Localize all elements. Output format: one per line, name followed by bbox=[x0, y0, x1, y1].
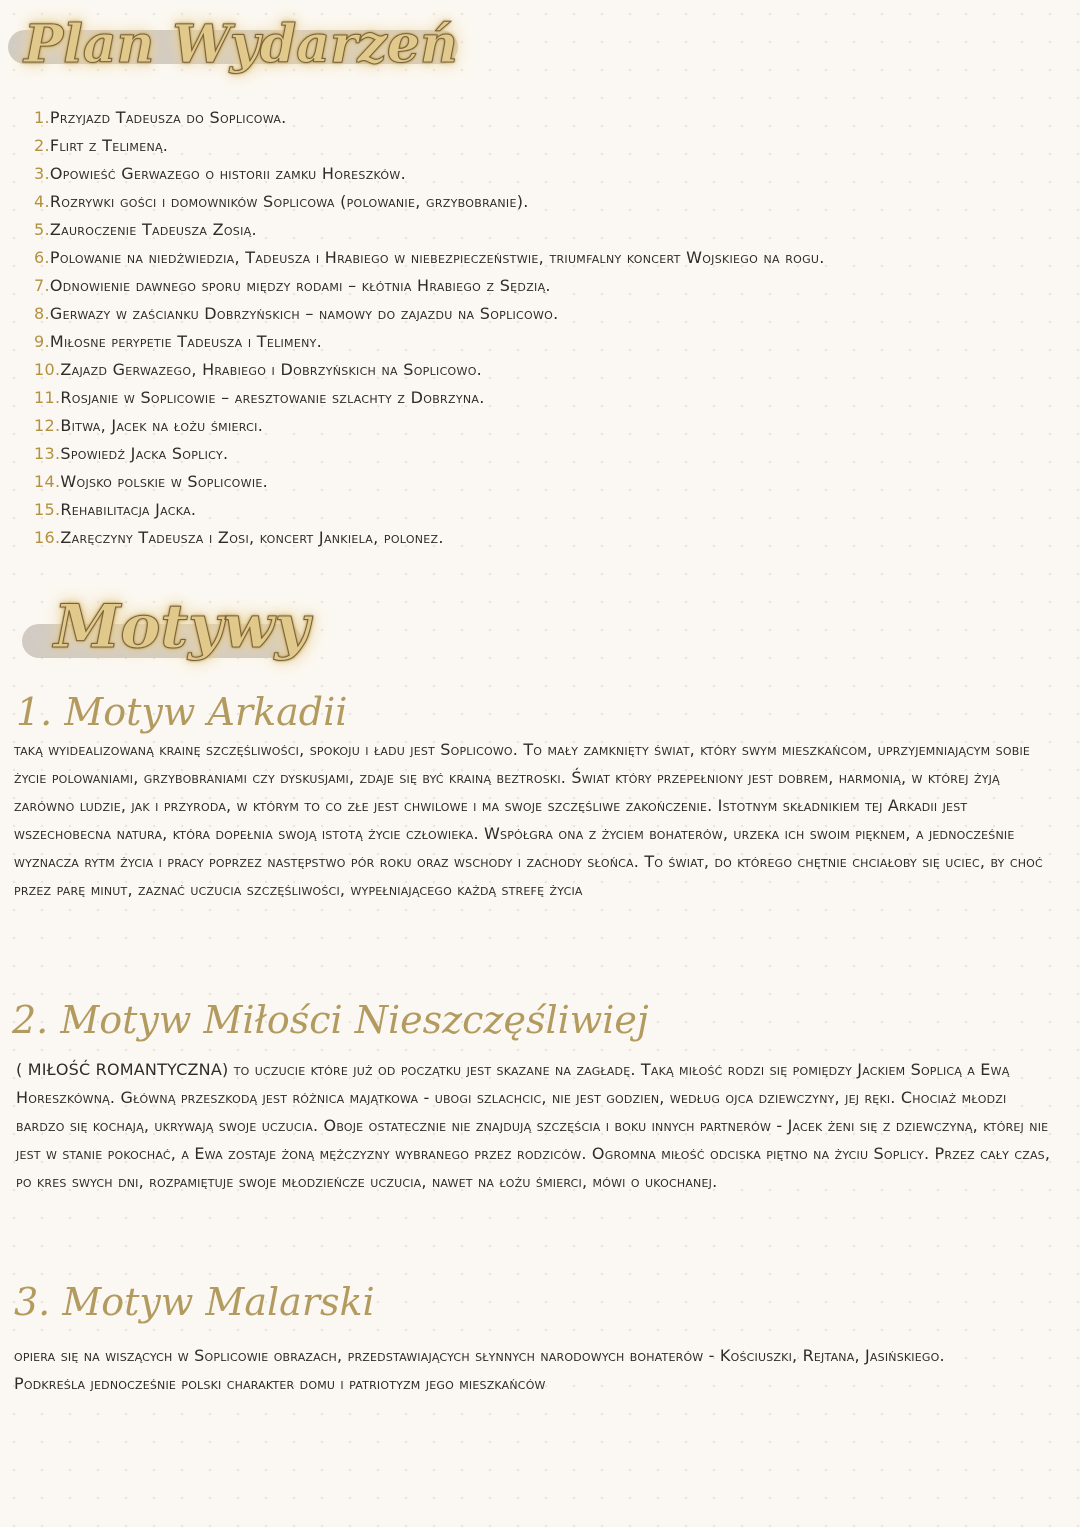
list-item bbox=[34, 440, 1044, 468]
list-item bbox=[34, 384, 1044, 412]
list-number: 15. bbox=[34, 500, 61, 519]
list-number: 11. bbox=[34, 388, 61, 407]
list-text: Spowiedź Jacka Soplicy. bbox=[60, 444, 229, 463]
list-item bbox=[34, 160, 1044, 188]
list-number: 7. bbox=[34, 276, 50, 295]
list-number: 10. bbox=[34, 360, 61, 379]
list-item bbox=[34, 412, 1044, 440]
list-item bbox=[34, 496, 1044, 524]
motif-title-arkadia: 1. Motyw Arkadii bbox=[16, 690, 348, 734]
list-number: 2. bbox=[34, 136, 50, 155]
list-text: Polowanie na niedźwiedzia, Tadeusza i Hrabiego w niebezpieczeństwie, triumfalny koncert Wojskiego na rogu. bbox=[49, 248, 825, 267]
list-text: Opowieść Gerwazego o historii zamku Horeszków. bbox=[49, 164, 406, 183]
list-item bbox=[34, 244, 1044, 272]
list-text: Przyjazd Tadeusza do Soplicowa. bbox=[49, 108, 287, 127]
list-text: Rehabilitacja Jacka. bbox=[60, 500, 197, 519]
motif-title-malarski: 3. Motyw Malarski bbox=[14, 1280, 375, 1324]
list-number: 14. bbox=[34, 472, 61, 491]
motif-title-milosc: 2. Motyw Miłości Nieszczęśliwiej bbox=[12, 998, 649, 1042]
list-number: 6. bbox=[34, 248, 50, 267]
motifs-heading-text: Motywy bbox=[54, 592, 310, 662]
list-item bbox=[34, 272, 1044, 300]
list-number: 9. bbox=[34, 332, 50, 351]
list-item bbox=[34, 104, 1044, 132]
list-item bbox=[34, 524, 1044, 552]
list-text: Bitwa, Jacek na łożu śmierci. bbox=[60, 416, 264, 435]
list-number: 1. bbox=[34, 108, 50, 127]
plan-list bbox=[34, 104, 1044, 557]
list-text: Wojsko polskie w Soplicowie. bbox=[60, 472, 268, 491]
list-number: 4. bbox=[34, 192, 50, 211]
list-number: 5. bbox=[34, 220, 50, 239]
list-item bbox=[34, 468, 1044, 496]
list-item bbox=[34, 328, 1044, 356]
list-text: Zajazd Gerwazego, Hrabiego i Dobrzyńskich na Soplicowo. bbox=[60, 360, 483, 379]
motif-text-arkadia: taką wyidealizowaną krainę szczęśliwości, spokoju i ładu jest Soplicowo. To mały zamknięty świat, który swym mieszkańcom, uprzyjemniającym sobie życie polowaniami, grzybobraniami czy dyskusjami, zdaje się być krainą beztroski. Świat który przepełniony jest dobrem, harmonią, w której żyją zarówno ludzie, jak i przyroda, w którym to co złe jest chwilowe i ma swoje szczęśliwe zakończenie. Istotnym składnikiem tej Arkadii jest wszechobecna natura, która dopełnia swoją istotą życie człowieka. Współgra ona z życiem bohaterów, urzeka ich swoim pięknem, a jednocześnie wyznacza rytm życia i pracy poprzez następstwo pór roku oraz wschody i zachody słońca. To świat, do którego chętnie chciałoby się uciec, by choć przez parę minut, zaznać uczucia szczęśliwości, wypełniającego każdą strefę życia bbox=[14, 740, 1043, 899]
list-number: 8. bbox=[34, 304, 50, 323]
list-item bbox=[34, 188, 1044, 216]
list-number: 3. bbox=[34, 164, 50, 183]
list-item bbox=[34, 300, 1044, 328]
plan-heading bbox=[0, 10, 470, 90]
list-number: 13. bbox=[34, 444, 61, 463]
list-item bbox=[34, 216, 1044, 244]
list-number: 16. bbox=[34, 528, 61, 547]
list-item bbox=[34, 356, 1044, 384]
list-text: Rozrywki gości i domowników Soplicowa (polowanie, grzybobranie). bbox=[49, 192, 529, 211]
list-text: Odnowienie dawnego sporu między rodami – kłótnia Hrabiego z Sędzią. bbox=[49, 276, 551, 295]
motif-text-milosc: ( MIŁOŚĆ ROMANTYCZNA) to uczucie które już od początku jest skazane na zagładę. Taką miłość rodzi się pomiędzy Jackiem Soplicą a Ewą Horeszkówną. Główną przeszkodą jest różnica majątkowa - ubogi szlachcic, nie jest godzien, według ojca dziewczyny, jej ręki. Chociaż młodzi bardzo się kochają, ukrywają swoje uczucia. Oboje ostatecznie nie znajdują szczęścia i boku innych partnerów - Jacek żeni się z dziewczyną, której nie jest w stanie pokochać, a Ewa zostaje żoną mężczyzny wybranego przez rodziców. Ogromna miłość odciska piętno na życiu Soplicy. Przez cały czas, po kres swych dni, rozpamiętuje swoje młodzieńcze uczucia, nawet na łożu śmierci, mówi o ukochanej. bbox=[16, 1060, 1051, 1191]
list-text: Rosjanie w Soplicowie – aresztowanie szlachty z Dobrzyna. bbox=[60, 388, 485, 407]
motifs-heading bbox=[0, 588, 320, 688]
list-text: Flirt z Telimeną. bbox=[49, 136, 169, 155]
list-item bbox=[34, 132, 1044, 160]
list-text: Zaręczyny Tadeusza i Zosi, koncert Jankiela, polonez. bbox=[60, 528, 444, 547]
list-text: Gerwazy w zaścianku Dobrzyńskich – namowy do zajazdu na Soplicowo. bbox=[49, 304, 559, 323]
plan-heading-text: Plan Wydarzeń bbox=[24, 14, 458, 75]
list-number: 12. bbox=[34, 416, 61, 435]
list-text: Miłosne perypetie Tadeusza i Telimeny. bbox=[49, 332, 323, 351]
list-text: Zauroczenie Tadeusza Zosią. bbox=[49, 220, 257, 239]
motif-text-malarski: opiera się na wiszących w Soplicowie obrazach, przedstawiających słynnych narodowych bohaterów - Kościuszki, Rejtana, Jasińskiego. Podkreśla jednocześnie polski charakter domu i patriotyzm jego mieszkańców bbox=[14, 1346, 945, 1393]
